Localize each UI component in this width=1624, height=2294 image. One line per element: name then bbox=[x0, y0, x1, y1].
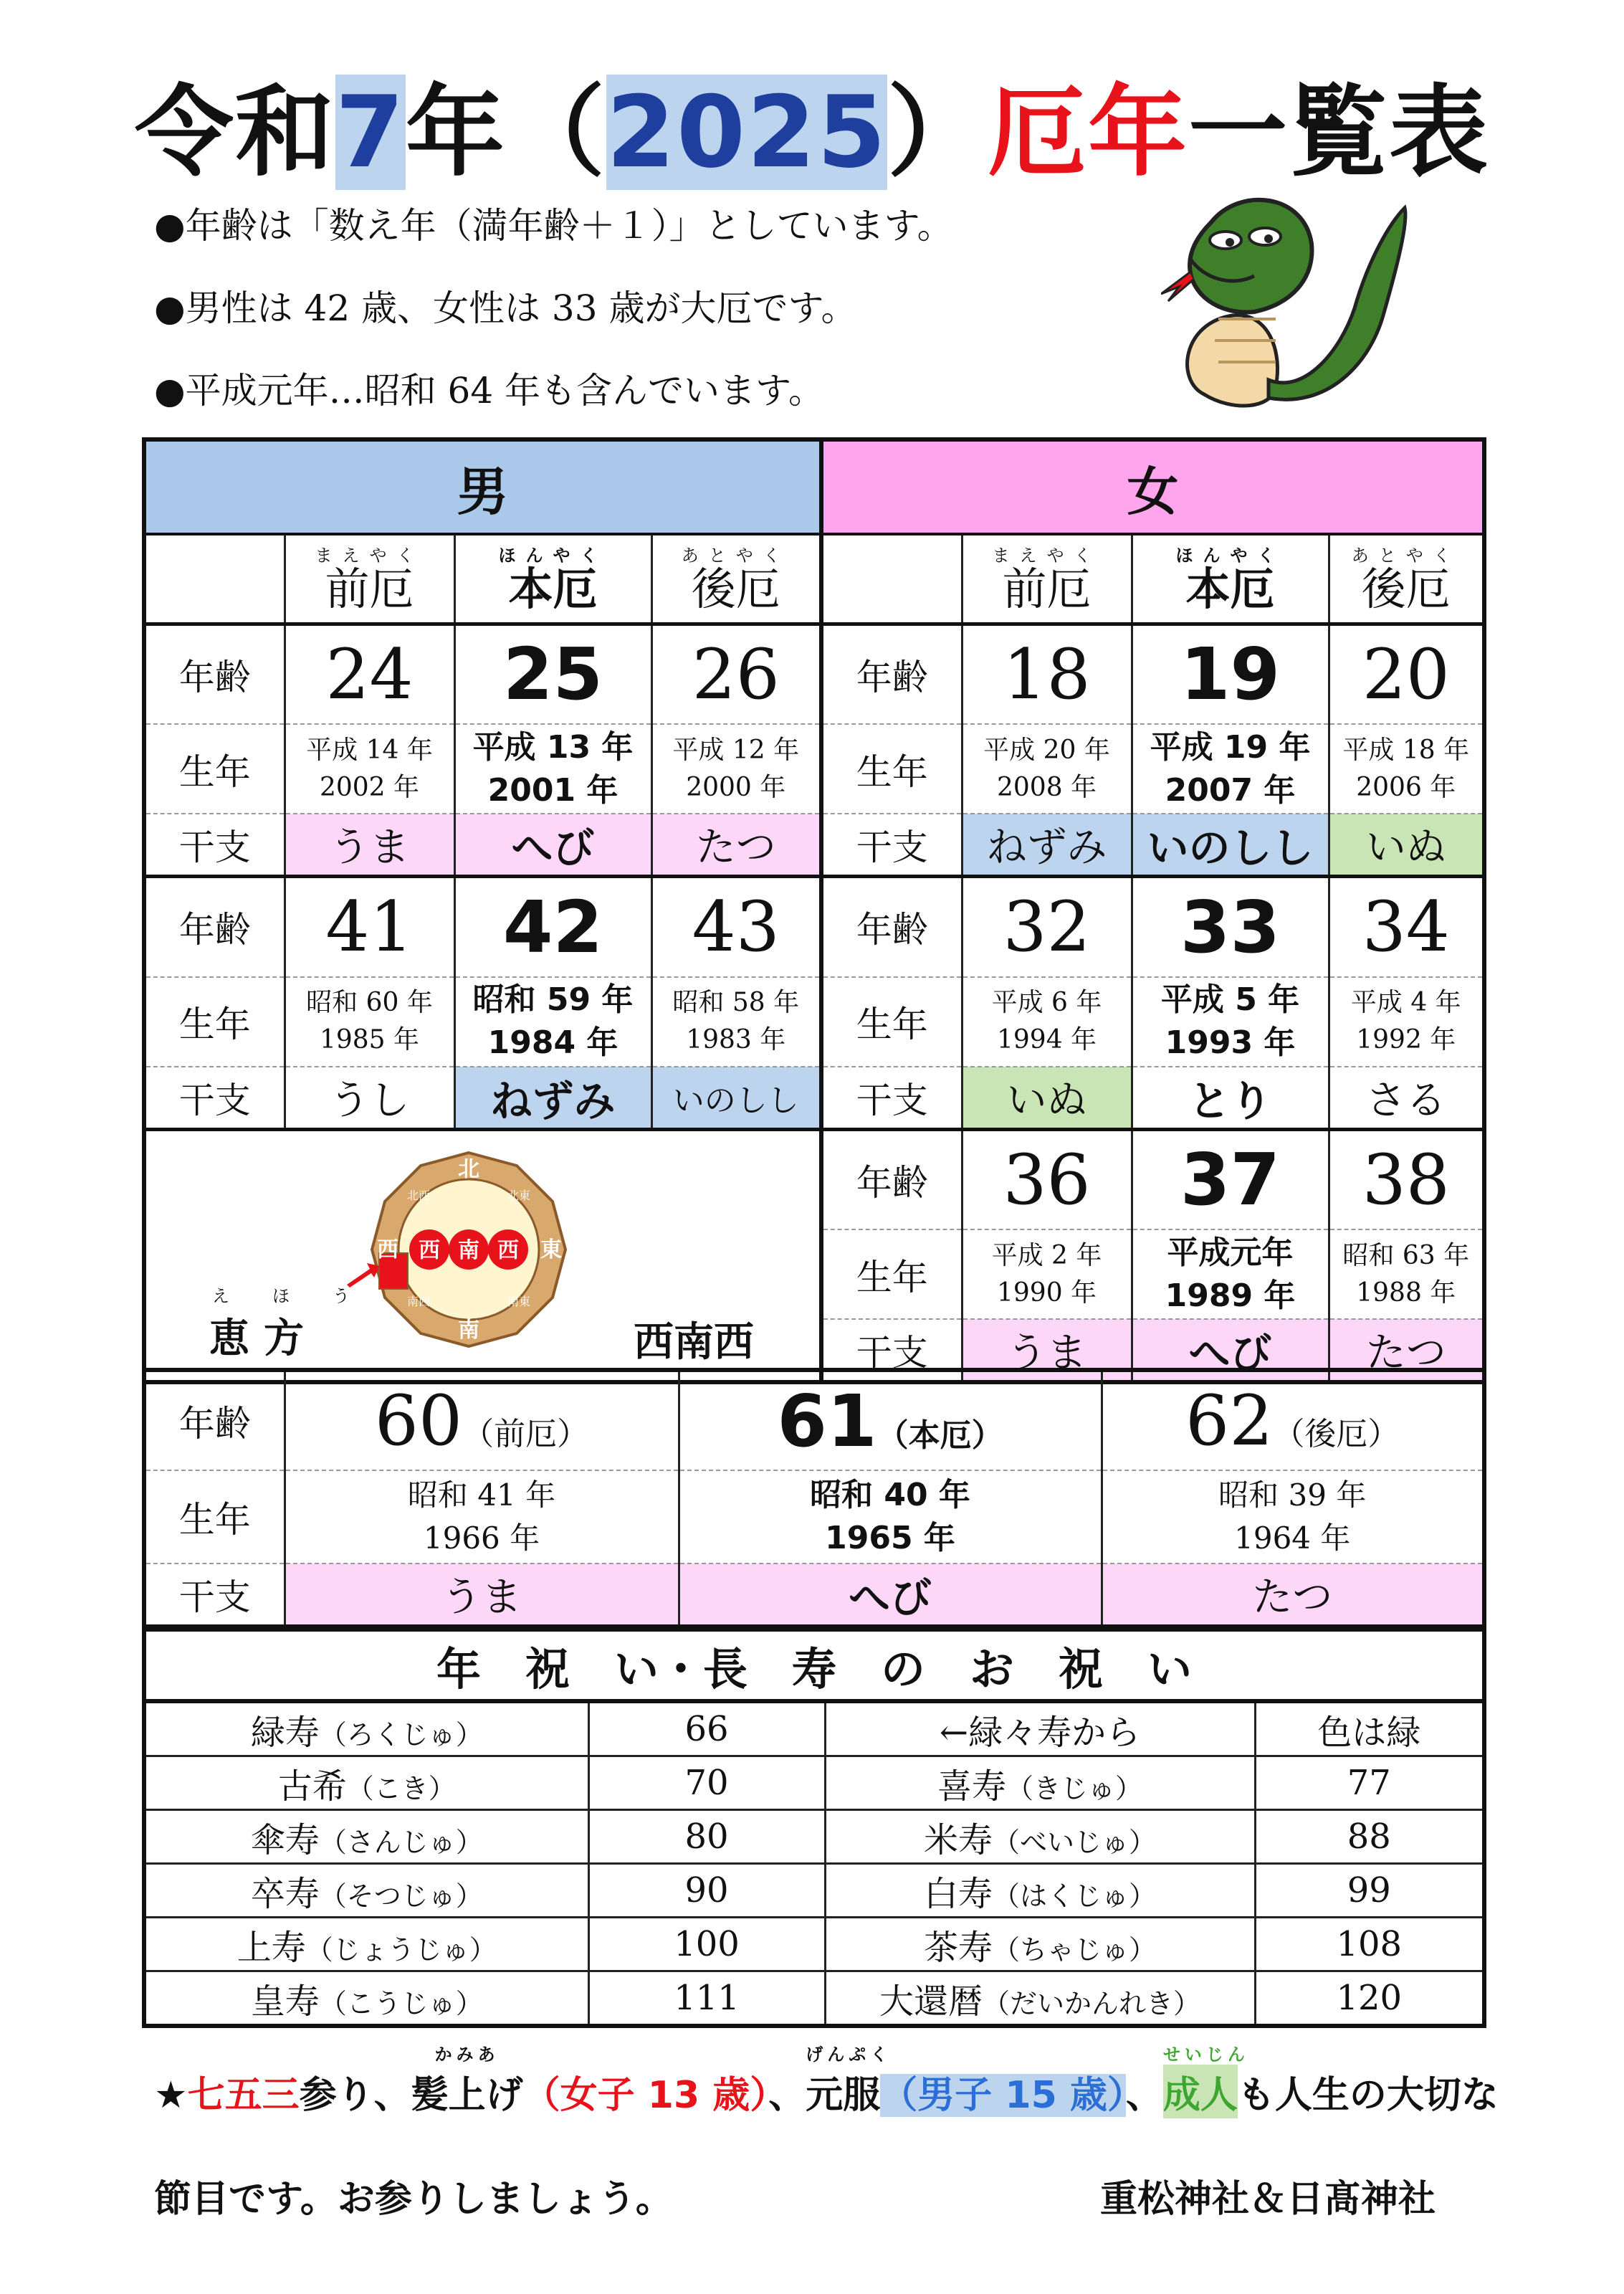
year-cell: 平成 19 年 2007 年 bbox=[1132, 724, 1329, 814]
eto-cell: ねずみ bbox=[962, 814, 1132, 877]
male-header: 男 bbox=[144, 439, 821, 534]
label-age: 年齢 bbox=[144, 624, 285, 724]
celebration-row bbox=[144, 1918, 1484, 1971]
celebration-row bbox=[144, 1756, 1484, 1810]
compass-ne: 北東 bbox=[507, 1188, 531, 1202]
year-cell: 昭和 39 年 1964 年 bbox=[1102, 1470, 1484, 1564]
label-eto: 干支 bbox=[821, 814, 962, 877]
col-hon: ほんやく 本厄 bbox=[454, 534, 651, 624]
year-cell: 平成 5 年 1993 年 bbox=[1132, 977, 1329, 1067]
year-cell: 昭和 58 年 1983 年 bbox=[651, 977, 821, 1067]
celebration-row bbox=[144, 1810, 1484, 1864]
label-eto: 干支 bbox=[144, 814, 285, 877]
ehou-direction: 西南西 bbox=[634, 1318, 754, 1366]
col-ato: あとやく 後厄 bbox=[1329, 534, 1484, 624]
eto-cell: へび bbox=[679, 1564, 1102, 1627]
celebration-age: 120 bbox=[1255, 1971, 1484, 2027]
year-cell: 平成 20 年 2008 年 bbox=[962, 724, 1132, 814]
label-year: 生年 bbox=[821, 724, 962, 814]
year-cell: 平成 18 年 2006 年 bbox=[1329, 724, 1484, 814]
eto-cell: うま bbox=[962, 1319, 1132, 1382]
compass-north: 北 bbox=[458, 1156, 479, 1182]
celebration-age: 88 bbox=[1255, 1810, 1484, 1864]
eto-cell: うま bbox=[285, 1564, 679, 1627]
footer-line-2: 節目です。お参りしましょう。 bbox=[154, 2178, 673, 2221]
eto-cell: とり bbox=[1132, 1067, 1329, 1130]
year-cell: 昭和 63 年 1988 年 bbox=[1329, 1229, 1484, 1319]
eto-cell: いぬ bbox=[962, 1067, 1132, 1130]
celebration-age: 77 bbox=[1255, 1756, 1484, 1810]
label-age: 年齢 bbox=[821, 624, 962, 724]
celebration-name: 卒寿（そつじゅ） bbox=[144, 1864, 588, 1918]
celebration-age: 100 bbox=[588, 1918, 825, 1971]
celebration-row bbox=[144, 1971, 1484, 2027]
ehou-label-e: 恵 bbox=[209, 1315, 264, 1362]
age-cell: 61（本厄） bbox=[679, 1370, 1102, 1470]
shrine-name: 重松神社＆日髙神社 bbox=[1100, 2178, 1436, 2221]
year-cell: 昭和 41 年 1966 年 bbox=[285, 1470, 679, 1564]
eto-cell: たつ bbox=[1329, 1319, 1484, 1382]
age-cell: 42 bbox=[454, 877, 651, 977]
celebration-name: 大還暦（だいかんれき） bbox=[825, 1971, 1255, 2027]
age-cell: 32 bbox=[962, 877, 1132, 977]
celebration-age: 66 bbox=[588, 1701, 825, 1756]
celebration-age: 90 bbox=[588, 1864, 825, 1918]
eto-cell: いぬ bbox=[1329, 814, 1484, 877]
celebration-name: 茶寿（ちゃじゅ） bbox=[825, 1918, 1255, 1971]
label-year: 生年 bbox=[821, 977, 962, 1067]
label-eto: 干支 bbox=[144, 1067, 285, 1130]
celebration-row bbox=[144, 1864, 1484, 1918]
celebration-age: 色は緑 bbox=[1255, 1701, 1484, 1756]
year-cell: 平成 2 年 1990 年 bbox=[962, 1229, 1132, 1319]
year-cell: 平成 4 年 1992 年 bbox=[1329, 977, 1484, 1067]
year-cell: 平成元年 1989 年 bbox=[1132, 1229, 1329, 1319]
celebration-table bbox=[142, 1627, 1486, 2028]
label-year: 生年 bbox=[821, 1229, 962, 1319]
celebration-name: 傘寿（さんじゅ） bbox=[144, 1810, 588, 1864]
ehou-label-hou: 方 bbox=[264, 1315, 318, 1362]
year-cell: 昭和 40 年 1965 年 bbox=[679, 1470, 1102, 1564]
age-cell: 34 bbox=[1329, 877, 1484, 977]
celebration-name: 米寿（べいじゅ） bbox=[825, 1810, 1255, 1864]
note-taiyaku: ●男性は 42 歳、女性は 33 歳が大厄です。 bbox=[154, 287, 857, 329]
year-cell: 昭和 59 年 1984 年 bbox=[454, 977, 651, 1067]
eto-cell: うし bbox=[285, 1067, 454, 1130]
age-cell: 24 bbox=[285, 624, 454, 724]
age-cell: 19 bbox=[1132, 624, 1329, 724]
eto-cell: たつ bbox=[1102, 1564, 1484, 1627]
celebration-name: 上寿（じょうじゅ） bbox=[144, 1918, 588, 1971]
compass-south: 南 bbox=[458, 1317, 479, 1343]
celebration-age: 70 bbox=[588, 1756, 825, 1810]
age-cell: 41 bbox=[285, 877, 454, 977]
compass-center-1: 西 bbox=[419, 1237, 440, 1263]
label-eto: 干支 bbox=[144, 1564, 285, 1627]
eto-cell: へび bbox=[1132, 1319, 1329, 1382]
label-age: 年齢 bbox=[821, 1129, 962, 1229]
footer-line-1: ★七五三参り、 かみあ 髪上げ（女子 13 歳）、 げんぷく 元服（男子 15 歳）、 せいじん 成人も人生の大切な bbox=[154, 2045, 1499, 2117]
celebration-age: 80 bbox=[588, 1810, 825, 1864]
age-cell: 33 bbox=[1132, 877, 1329, 977]
celebration-name: 古希（こき） bbox=[144, 1756, 588, 1810]
ehou-cell bbox=[144, 1129, 821, 1382]
age-cell: 25 bbox=[454, 624, 651, 724]
age-cell: 26 bbox=[651, 624, 821, 724]
age-cell: 18 bbox=[962, 624, 1132, 724]
age-cell: 38 bbox=[1329, 1129, 1484, 1229]
eto-cell: ねずみ bbox=[454, 1067, 651, 1130]
label-eto: 干支 bbox=[821, 1319, 962, 1382]
label-age: 年齢 bbox=[144, 1370, 285, 1470]
compass-sw: 南西 bbox=[406, 1294, 431, 1308]
age-cell: 43 bbox=[651, 877, 821, 977]
celebration-age: 108 bbox=[1255, 1918, 1484, 1971]
year-cell: 平成 13 年 2001 年 bbox=[454, 724, 651, 814]
compass-east: 東 bbox=[540, 1237, 562, 1262]
celebration-name: ←緑々寿から bbox=[825, 1701, 1255, 1756]
year-cell: 平成 14 年 2002 年 bbox=[285, 724, 454, 814]
age-cell: 37 bbox=[1132, 1129, 1329, 1229]
snake-illustration bbox=[1161, 179, 1419, 416]
label-year: 生年 bbox=[144, 1470, 285, 1564]
celebration-age: 99 bbox=[1255, 1864, 1484, 1918]
compass-center-3: 西 bbox=[497, 1237, 519, 1263]
celebration-age: 111 bbox=[588, 1971, 825, 2027]
eto-cell: うま bbox=[285, 814, 454, 877]
year-cell: 平成 12 年 2000 年 bbox=[651, 724, 821, 814]
blank-cell bbox=[821, 534, 962, 624]
eto-cell: たつ bbox=[651, 814, 821, 877]
blank-cell bbox=[144, 534, 285, 624]
celebration-name: 緑寿（ろくじゅ） bbox=[144, 1701, 588, 1756]
female-header: 女 bbox=[821, 439, 1484, 534]
ehou-ruby-e: え bbox=[212, 1285, 272, 1306]
col-mae: まえやく 前厄 bbox=[962, 534, 1132, 624]
col-ato: あとやく 後厄 bbox=[651, 534, 821, 624]
yakudoshi-table bbox=[142, 437, 1486, 1384]
year-cell: 昭和 60 年 1985 年 bbox=[285, 977, 454, 1067]
label-age: 年齢 bbox=[821, 877, 962, 977]
page-title: 令和7年（2025）厄年一覧表 bbox=[134, 75, 1490, 190]
celebration-name: 白寿（はくじゅ） bbox=[825, 1864, 1255, 1918]
note-age: ●年齢は「数え年（満年齢＋１）」としています。 bbox=[154, 205, 953, 247]
celebration-name: 喜寿（きじゅ） bbox=[825, 1756, 1255, 1810]
label-eto: 干支 bbox=[821, 1067, 962, 1130]
ehou-ruby-hou: ほう bbox=[272, 1285, 393, 1306]
age-cell: 36 bbox=[962, 1129, 1132, 1229]
eto-cell: いのしし bbox=[651, 1067, 821, 1130]
col-mae: まえやく 前厄 bbox=[285, 534, 454, 624]
label-year: 生年 bbox=[144, 977, 285, 1067]
label-year: 生年 bbox=[144, 724, 285, 814]
age-cell: 62（後厄） bbox=[1102, 1370, 1484, 1470]
celebration-row bbox=[144, 1701, 1484, 1756]
note-heisei: ●平成元年…昭和 64 年も含んでいます。 bbox=[154, 370, 825, 411]
celebration-name: 皇寿（こうじゅ） bbox=[144, 1971, 588, 2027]
age-cell: 60（前厄） bbox=[285, 1370, 679, 1470]
eto-cell: へび bbox=[454, 814, 651, 877]
col-hon: ほんやく 本厄 bbox=[1132, 534, 1329, 624]
eto-cell: いのしし bbox=[1132, 814, 1329, 877]
age-cell: 20 bbox=[1329, 624, 1484, 724]
compass-nw: 北西 bbox=[406, 1188, 431, 1202]
compass-center-2: 南 bbox=[458, 1237, 479, 1263]
compass-diagram bbox=[368, 1149, 569, 1350]
label-age: 年齢 bbox=[144, 877, 285, 977]
eto-cell: さる bbox=[1329, 1067, 1484, 1130]
celebration-title: 年 祝 い・長 寿 の お 祝 い bbox=[144, 1629, 1484, 1701]
compass-se: 南東 bbox=[507, 1294, 531, 1308]
kanreki-table bbox=[142, 1368, 1486, 1629]
year-cell: 平成 6 年 1994 年 bbox=[962, 977, 1132, 1067]
compass-west: 西 bbox=[377, 1237, 398, 1262]
